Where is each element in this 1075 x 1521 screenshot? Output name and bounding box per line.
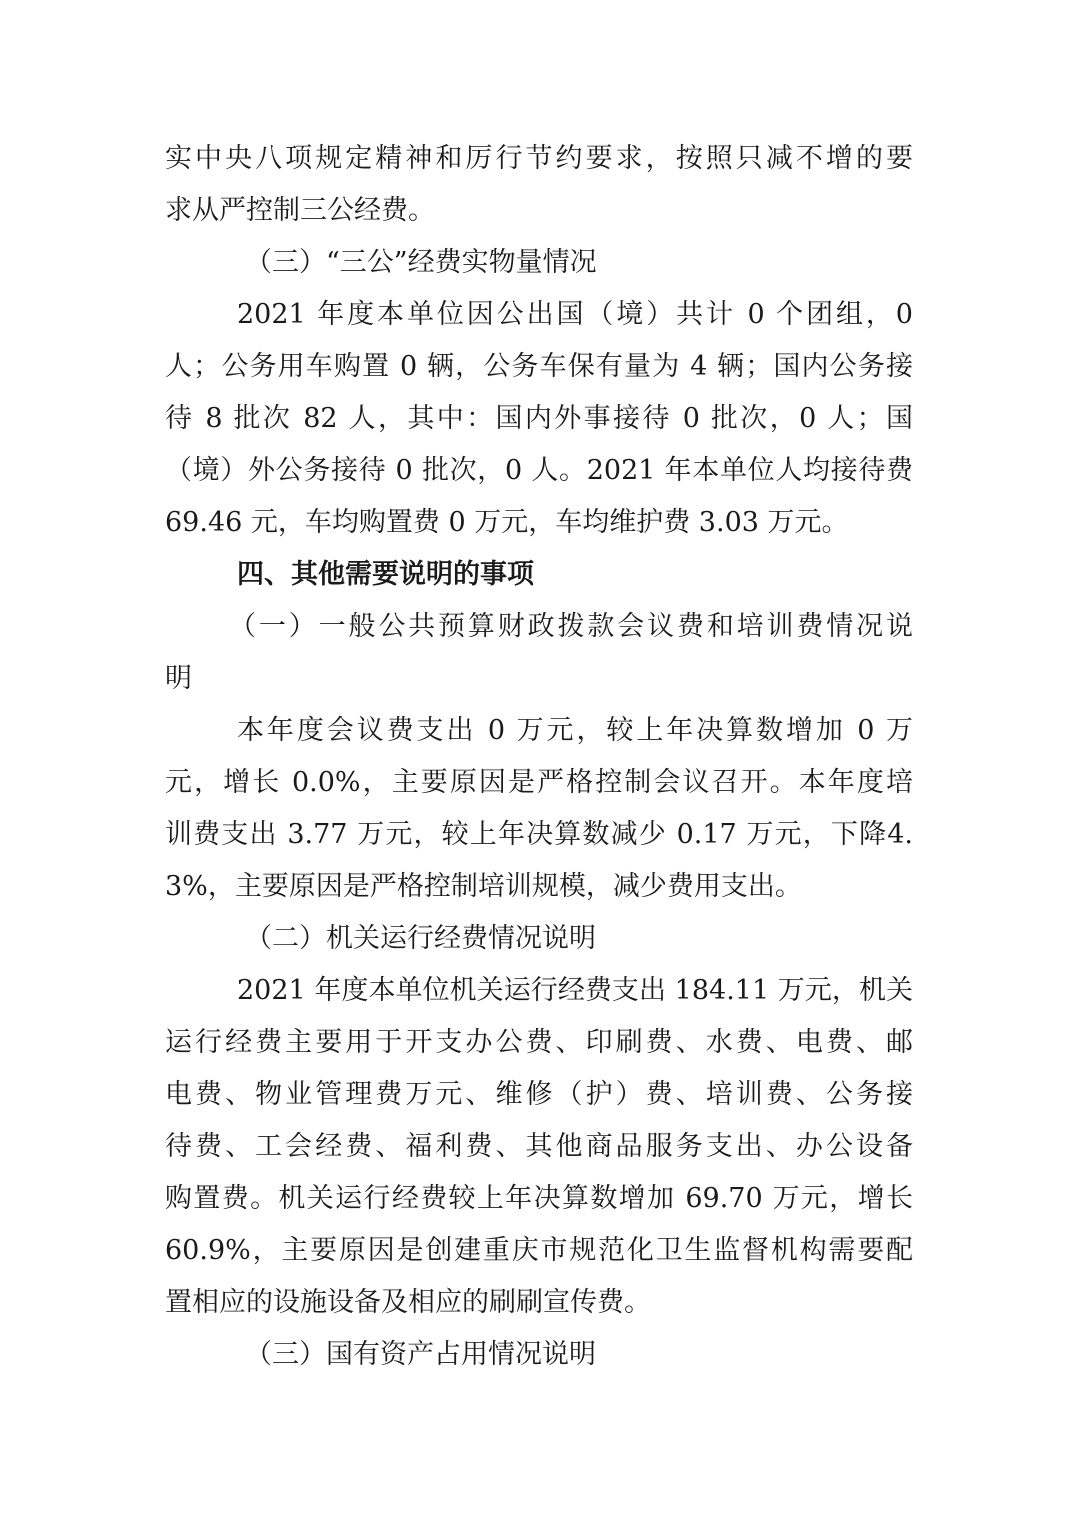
paragraph-line: 元，增长 0.0%，主要原因是严格控制会议召开。本年度培: [165, 767, 913, 798]
section-heading: 四、其他需要说明的事项: [237, 559, 534, 590]
paragraph-line: 2021 年度本单位因公出国（境）共计 0 个团组，0: [237, 299, 913, 330]
paragraph-line: 待费、工会经费、福利费、其他商品服务支出、办公设备: [165, 1131, 913, 1162]
paragraph-line: 69.46 元，车均购置费 0 万元，车均维护费 3.03 万元。: [165, 507, 849, 538]
paragraph-line: 60.9%，主要原因是创建重庆市规范化卫生监督机构需要配: [165, 1235, 913, 1266]
paragraph-line: 待 8 批次 82 人，其中：国内外事接待 0 批次，0 人；国: [165, 403, 913, 434]
document-body: [165, 133, 913, 1381]
paragraph-line: 人；公务用车购置 0 辆，公务车保有量为 4 辆；国内公务接: [165, 351, 913, 382]
paragraph-line: 本年度会议费支出 0 万元，较上年决算数增加 0 万: [237, 715, 913, 746]
paragraph-line: 训费支出 3.77 万元，较上年决算数减少 0.17 万元，下降4.: [165, 819, 913, 850]
paragraph-line: 置相应的设施设备及相应的刷刷宣传费。: [165, 1287, 651, 1318]
paragraph-line: 实中央八项规定精神和厉行节约要求，按照只减不增的要: [165, 143, 913, 174]
paragraph-line: 电费、物业管理费万元、维修（护）费、培训费、公务接: [165, 1079, 913, 1110]
paragraph-line: 3%，主要原因是严格控制培训规模，减少费用支出。: [165, 871, 802, 902]
subsection-heading: （三）“三公”经费实物量情况: [245, 247, 597, 278]
subsection-heading: （三）国有资产占用情况说明: [245, 1339, 596, 1370]
paragraph-line: 运行经费主要用于开支办公费、印刷费、水费、电费、邮: [165, 1027, 913, 1058]
paragraph-line: 2021 年度本单位机关运行经费支出 184.11 万元，机关: [237, 975, 913, 1006]
subsection-heading: （一）一般公共预算财政拨款会议费和培训费情况说: [229, 611, 913, 642]
paragraph-line: 求从严控制三公经费。: [165, 195, 435, 226]
subsection-heading: （二）机关运行经费情况说明: [245, 923, 596, 954]
paragraph-line: 购置费。机关运行经费较上年决算数增加 69.70 万元，增长: [165, 1183, 913, 1214]
subsection-heading: 明: [165, 663, 192, 694]
paragraph-line: （境）外公务接待 0 批次，0 人。2021 年本单位人均接待费: [165, 455, 913, 486]
